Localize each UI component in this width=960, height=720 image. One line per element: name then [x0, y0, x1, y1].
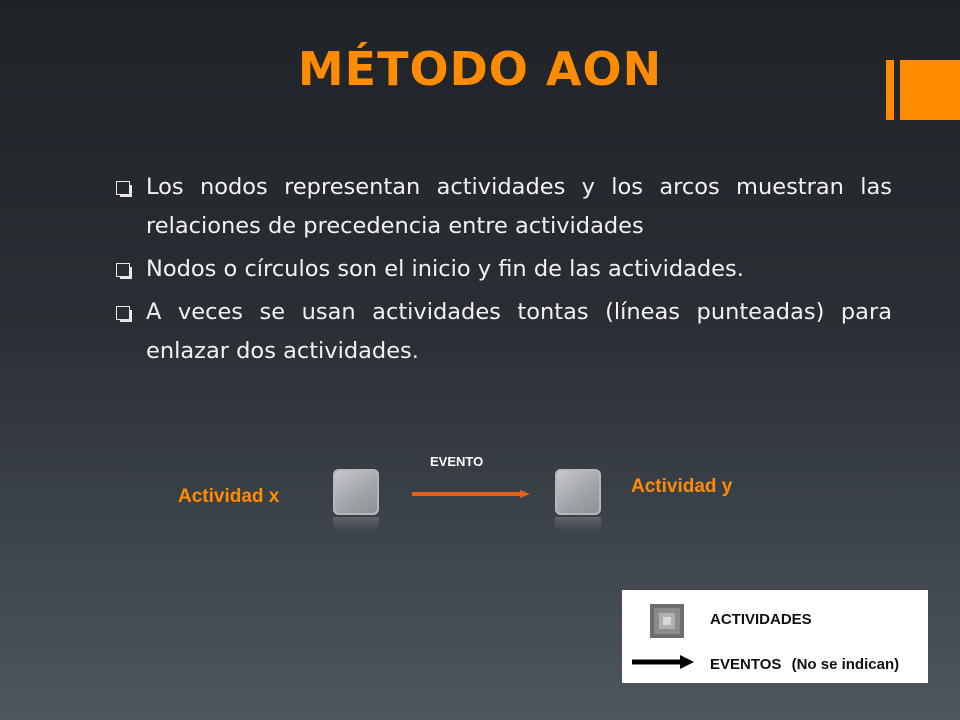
node-label-left: Actividad x	[178, 486, 280, 507]
bullet-list	[116, 168, 892, 375]
node-label-right: Actividad y	[631, 476, 733, 497]
bullet-item	[116, 168, 892, 246]
legend-events-note: (No se indican)	[791, 656, 900, 673]
bullet-text: Nodos o círculos son el inicio y fin de las actividades.	[146, 256, 744, 282]
edge-label: EVENTO	[430, 454, 484, 469]
legend-events-label	[710, 656, 899, 673]
slide-title: MÉTODO AON	[297, 42, 663, 96]
legend-activities-label: ACTIVIDADES	[710, 611, 812, 628]
activity-node-left-reflection	[333, 517, 379, 531]
bullet-text: Los nodos representan actividades y los arcos muestran las relaciones de precedencia entre actividades	[146, 174, 892, 239]
accent-bar-thin	[886, 60, 894, 120]
activity-square-icon	[650, 604, 684, 638]
checkbox-bullet-icon	[116, 306, 132, 322]
activity-node-right-reflection	[555, 517, 601, 531]
activity-node-left	[333, 469, 379, 515]
arrow-right-icon	[632, 654, 696, 670]
legend-box	[622, 590, 928, 683]
checkbox-bullet-icon	[116, 181, 132, 197]
bullet-item	[116, 293, 892, 371]
event-arrow	[410, 484, 532, 504]
legend-events-text: EVENTOS	[710, 656, 782, 673]
bullet-item	[116, 250, 892, 289]
checkbox-bullet-icon	[116, 263, 132, 279]
accent-square	[900, 60, 960, 120]
activity-node-right	[555, 469, 601, 515]
bullet-text: A veces se usan actividades tontas (líneas punteadas) para enlazar dos actividades.	[146, 299, 892, 364]
